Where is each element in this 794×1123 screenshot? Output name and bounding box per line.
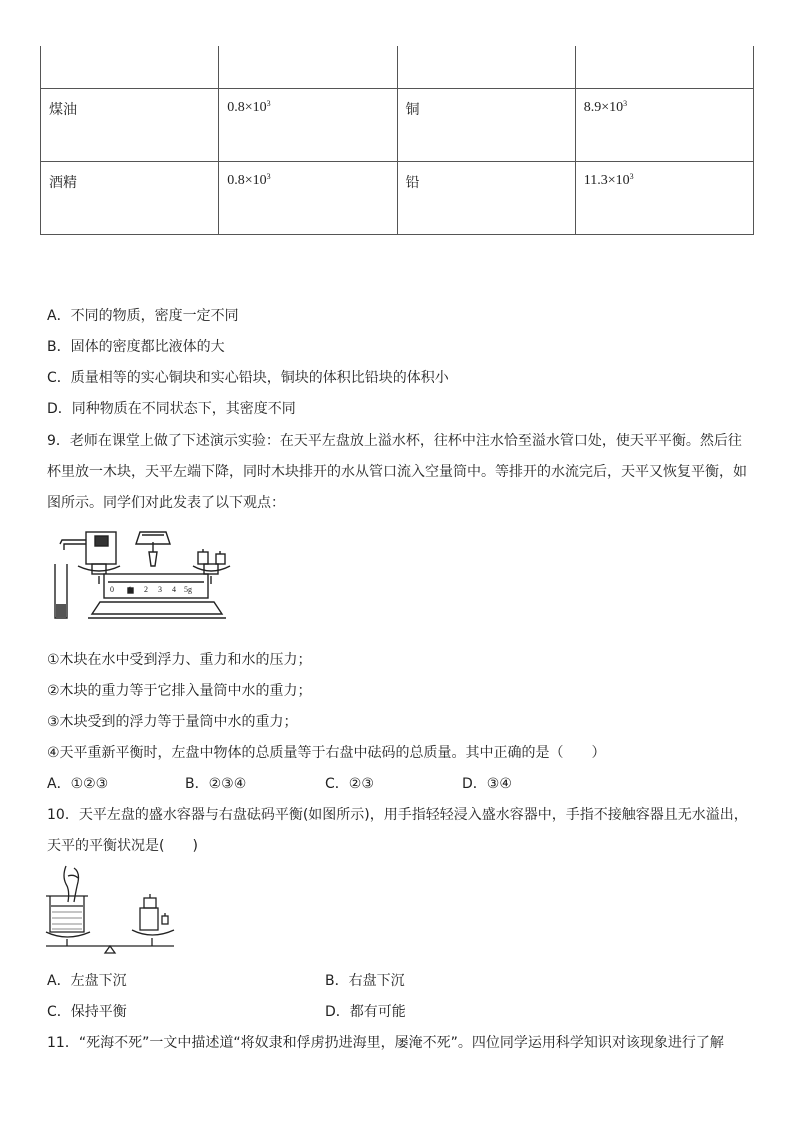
- density-value: 11.3×10: [583, 173, 630, 188]
- q10-option-c: C．保持平衡: [47, 1004, 127, 1020]
- table-cell: 酒精: [41, 162, 219, 235]
- density-value: 0.8×10: [227, 173, 267, 188]
- q8-option-b: B．固体的密度都比液体的大: [47, 339, 225, 355]
- q10-option-a: A．左盘下沉: [47, 973, 127, 989]
- balance-finger-figure: [40, 862, 180, 954]
- scale-label: 0: [110, 585, 114, 594]
- table-cell: [219, 162, 397, 235]
- table-cell: [219, 89, 397, 162]
- q11-stem-line: 11．“死海不死”一文中描述道“将奴隶和俘虏扔进海里，屡淹不死”。四位同学运用科学知识对该现象进行了解: [47, 1035, 724, 1051]
- table-cell: [41, 46, 219, 89]
- q9-option-c: C．②③: [325, 776, 374, 792]
- scale-label: 4: [172, 585, 176, 594]
- q9-option-a: A．①②③: [47, 776, 109, 792]
- table-cell: [219, 46, 397, 89]
- table-cell: [575, 46, 753, 89]
- q9-option-d: D．③④: [462, 776, 512, 792]
- scale-label: 3: [158, 585, 162, 594]
- q8-option-d: D．同种物质在不同状态下，其密度不同: [47, 401, 296, 417]
- table-cell: [575, 89, 753, 162]
- density-table: [40, 46, 754, 235]
- q9-stem-line: 杯里放一木块，天平左端下降，同时木块排开的水从管口流入空量筒中。等排开的水流完后，天平又恢复平衡，如: [47, 464, 747, 480]
- table-row: [41, 162, 754, 235]
- balance-overflow-figure: [48, 522, 244, 626]
- q9-statement-3: ③木块受到的浮力等于量筒中水的重力；: [47, 714, 298, 730]
- q9-statement-2: ②木块的重力等于它排入量筒中水的重力；: [47, 683, 312, 699]
- q9-stem-line: 图所示。同学们对此发表了以下观点：: [47, 495, 285, 511]
- scale-label: 2: [144, 585, 148, 594]
- q9-statement-1: ①木块在水中受到浮力、重力和水的压力；: [47, 652, 312, 668]
- q9-stem-line: 9．老师在课堂上做了下述演示实验：在天平左盘放上溢水杯，往杯中注水恰至溢水管口处，使天平平衡。然后往: [47, 433, 742, 449]
- q8-option-a: A．不同的物质，密度一定不同: [47, 308, 239, 324]
- q8-option-c: C．质量相等的实心铜块和实心铅块，铜块的体积比铅块的体积小: [47, 370, 449, 386]
- exponent: 3: [266, 172, 271, 181]
- q9-option-b: B．②③④: [185, 776, 247, 792]
- table-cell: 铜: [397, 89, 575, 162]
- q10-option-d: D．都有可能: [325, 1004, 406, 1020]
- exponent: 3: [266, 99, 271, 108]
- q10-stem-line: 天平的平衡状况是( ): [47, 838, 198, 854]
- table-cell: [575, 162, 753, 235]
- q10-option-b: B．右盘下沉: [325, 973, 405, 989]
- table-cell: [397, 46, 575, 89]
- scale-label: 5g: [184, 585, 192, 594]
- exponent: 3: [623, 99, 628, 108]
- table-cell: 铅: [397, 162, 575, 235]
- q9-statement-4: ④天平重新平衡时，左盘中物体的总质量等于右盘中砝码的总质量。其中正确的是（ ）: [47, 745, 606, 761]
- table-cell: 煤油: [41, 89, 219, 162]
- scale-label: 1: [128, 585, 132, 594]
- density-value: 8.9×10: [583, 100, 624, 115]
- exponent: 3: [629, 172, 634, 181]
- density-value: 0.8×10: [227, 100, 267, 115]
- table-row: [41, 46, 754, 89]
- table-row: [41, 89, 754, 162]
- q10-stem-line: 10．天平左盘的盛水容器与右盘砝码平衡(如图所示)，用手指轻轻浸入盛水容器中，手指不接触容器且无水溢出，: [47, 807, 748, 823]
